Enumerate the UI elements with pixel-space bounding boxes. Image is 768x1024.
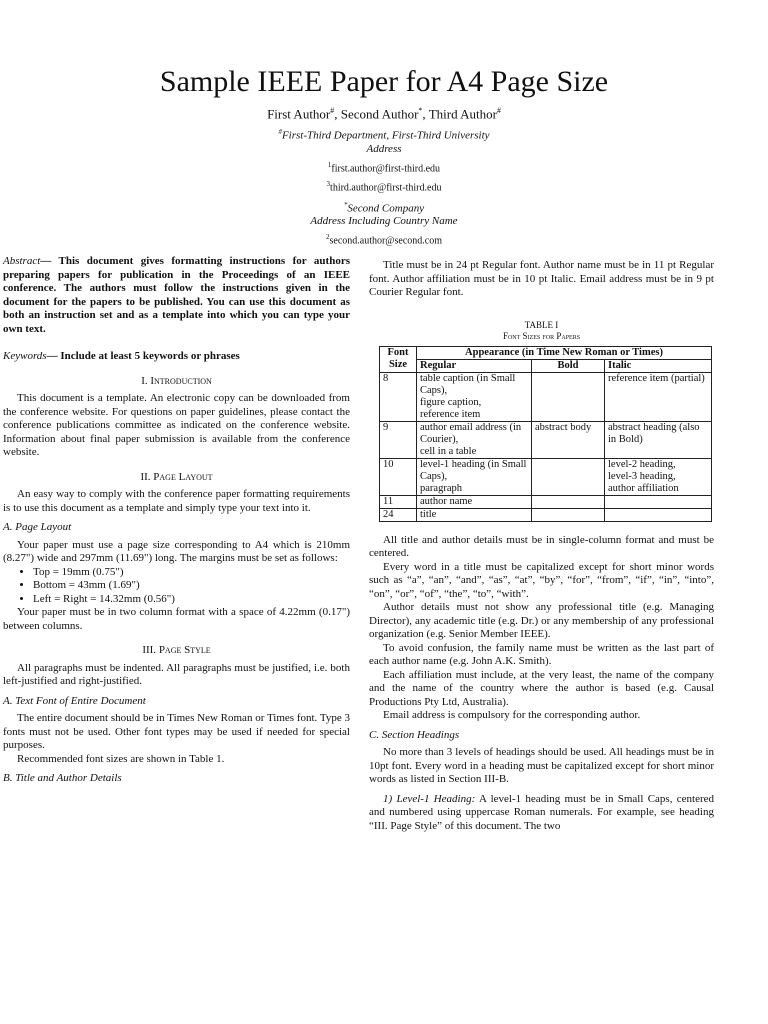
affiliation-address: Address Including Country Name bbox=[310, 215, 458, 228]
list-item: • Bottom = 43mm (1.69") bbox=[33, 579, 350, 593]
table-cell-regular: author name bbox=[417, 495, 532, 508]
author-email: $^2$second.author@second.com bbox=[325, 233, 442, 247]
paragraph: Your paper must be in two column format with a space of 4.22mm (0.17") between columns. bbox=[3, 606, 350, 632]
author-line: First Author#, Second Author*, Third Author# bbox=[267, 106, 501, 122]
affiliation-dept: #First-Third Department, First-Third University bbox=[278, 128, 490, 142]
table-cell-regular: title bbox=[417, 508, 532, 521]
keywords: Keywords— Include at least 5 keywords or phrases bbox=[3, 350, 240, 362]
left-column bbox=[3, 255, 350, 790]
subsection-heading: A. Page Layout bbox=[3, 521, 72, 533]
paragraph: Every word in a title must be capitalized except for short minor words such as “a”, “an”, “and”, “as”, “at”, “by”, “for”, “from”, “if”, “in”, “into”, “on”, “or”, “of”, “the”, “to”, “with”. bbox=[369, 560, 714, 600]
paragraph: This document is a template. An electronic copy can be downloaded from the conference website. For questions on paper guidelines, please contact the conference publications committee as indicated on the conference website. Information about final paper submission is available from the conference website. bbox=[3, 392, 350, 458]
author-name: First Author bbox=[267, 106, 331, 122]
paper-header bbox=[0, 64, 768, 248]
table-caption: TABLE I bbox=[524, 319, 559, 330]
section-heading-introduction: I. Introduction bbox=[141, 374, 212, 387]
paragraph: All title and author details must be in single-column format and must be centered. bbox=[369, 533, 714, 559]
table-cell-regular: level-1 heading (in Small Caps), paragraph bbox=[417, 458, 532, 495]
section-heading-page-style: III. Page Style bbox=[142, 644, 211, 656]
table-header-regular: Regular bbox=[417, 359, 532, 372]
table-cell-size: 11 bbox=[380, 495, 417, 508]
paragraph: Author details must not show any professional title (e.g. Managing Director), any academic title (e.g. Dr.) or any membership of any professional organization (e.g. Senior Member IEEE). bbox=[369, 601, 714, 640]
paper-title: Sample IEEE Paper for A4 Page Size bbox=[159, 65, 609, 98]
paragraph: An easy way to comply with the conference paper formatting requirements is to use this document as a template and simply type your text into it. bbox=[3, 488, 350, 514]
table-subtitle: Font Sizes for Papers bbox=[502, 330, 581, 341]
affiliation-company: *Second Company bbox=[343, 200, 425, 215]
table-cell-italic: reference item (partial) bbox=[605, 372, 712, 421]
affiliation-address: Address bbox=[366, 142, 402, 155]
paragraph: Each affiliation must include, at the very least, the name of the company and the name of the country where the author is based (e.g. Causal Productions Pty Ltd, Australia). bbox=[369, 668, 714, 708]
author-name: Second Author bbox=[340, 106, 419, 122]
abstract: Abstract— This document gives formatting instructions for authors preparing papers for publication in the Proceedings of an IEEE conference. The authors must follow the instructions given in the document for the papers to be published. You can use this document as both an instruction set and as a template into which you can type your own text. bbox=[3, 255, 350, 335]
table-cell-bold bbox=[532, 458, 605, 495]
author-name: Third Author bbox=[428, 106, 497, 122]
table-header-bold: Bold bbox=[532, 359, 605, 372]
author-mark: # bbox=[496, 106, 501, 115]
paragraph: No more than 3 levels of headings should be used. All headings must be in 10pt font. Every word in a heading must be capitalized except for short minor words as listed in Section III-B. bbox=[369, 746, 714, 785]
table-cell-size: 10 bbox=[380, 458, 417, 495]
author-email: $^1$first.author@first-third.edu bbox=[327, 160, 441, 175]
table-cell-regular: author email address (in Courier), cell in a table bbox=[417, 421, 532, 458]
table-cell-italic: level-2 heading, level-3 heading, author affiliation bbox=[605, 458, 712, 495]
subsection-heading: A. Text Font of Entire Document bbox=[3, 694, 146, 707]
paragraph: Email address is compulsory for the corresponding author. bbox=[383, 709, 641, 721]
font-sizes-table bbox=[379, 346, 712, 522]
paragraph: 1) Level-1 Heading: A level-1 heading must be in Small Caps, centered and numbered using uppercase Roman numerals. For example, see heading “III. Page Style” of this document. The two bbox=[369, 792, 714, 832]
table-header-font-size: Font Size bbox=[380, 346, 417, 372]
paragraph: All paragraphs must be indented. All paragraphs must be justified, i.e. both left-justified and right-justified. bbox=[3, 661, 350, 687]
paragraph: Recommended font sizes are shown in Table 1. bbox=[17, 752, 225, 765]
subsection-heading: B. Title and Author Details bbox=[3, 772, 122, 784]
table-cell-size: 9 bbox=[380, 421, 417, 458]
paragraph: The entire document should be in Times New Roman or Times font. Type 3 fonts must not be used. Other font types may be used if needed for special purposes. bbox=[3, 712, 350, 751]
table-cell-bold bbox=[532, 372, 605, 421]
author-mark: * bbox=[418, 106, 423, 115]
table-row bbox=[380, 458, 712, 495]
table-row bbox=[380, 372, 712, 421]
table-cell-size: 8 bbox=[380, 372, 417, 421]
table-header-italic: Italic bbox=[605, 359, 712, 372]
paragraph: Your paper must use a page size corresponding to A4 which is 210mm (8.27") wide and 297mm (11.69") long. The margins must be set as follows: bbox=[3, 538, 350, 564]
author-mark: # bbox=[330, 106, 335, 115]
paragraph: To avoid confusion, the family name must be written as the last part of each author name (e.g. John A.K. Smith). bbox=[369, 641, 714, 667]
table-cell-regular: table caption (in Small Caps), figure caption, reference item bbox=[417, 372, 532, 421]
affiliation-block-2 bbox=[0, 199, 768, 248]
table-cell-italic bbox=[605, 495, 712, 508]
table-header-appearance: Appearance (in Time New Roman or Times) bbox=[417, 346, 712, 359]
affiliation-block-1 bbox=[0, 126, 768, 194]
margin-list bbox=[3, 566, 350, 607]
table-row bbox=[380, 495, 712, 508]
author-email: $^3$third.author@first-third.edu bbox=[326, 180, 442, 194]
table-cell-bold bbox=[532, 495, 605, 508]
table-cell-italic bbox=[605, 508, 712, 521]
table-cell-size: 24 bbox=[380, 508, 417, 521]
table-cell-bold bbox=[532, 508, 605, 521]
table-body bbox=[380, 372, 712, 521]
subsection-heading: C. Section Headings bbox=[369, 728, 460, 741]
list-item: • Top = 19mm (0.75") bbox=[33, 566, 350, 580]
table-cell-bold: abstract body bbox=[532, 421, 605, 458]
list-item: • Left = Right = 14.32mm (0.56") bbox=[33, 593, 350, 607]
table-cell-italic: abstract heading (also in Bold) bbox=[605, 421, 712, 458]
section-heading-page-layout: II. Page Layout bbox=[140, 470, 213, 483]
table-row bbox=[380, 421, 712, 458]
table-row bbox=[380, 508, 712, 521]
right-column bbox=[369, 259, 714, 833]
paragraph: Title must be in 24 pt Regular font. Author name must be in 11 pt Regular font. Author affiliation must be in 10 pt Italic. Email address must be in 9 pt Courier Regular font. bbox=[369, 259, 714, 298]
